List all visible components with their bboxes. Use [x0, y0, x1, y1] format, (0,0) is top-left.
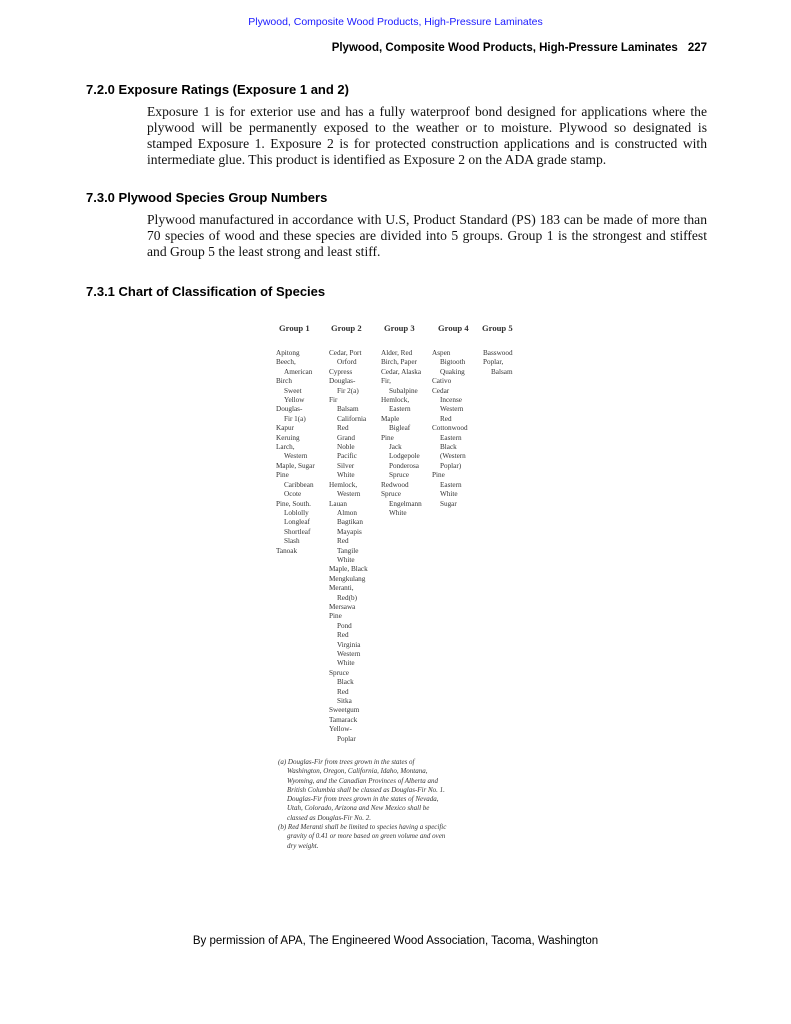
permission-credit: By permission of APA, The Engineered Wood Association, Tacoma, Washington [192, 935, 599, 947]
species-entry: Birch [276, 377, 292, 386]
group-5-species [483, 349, 513, 377]
species-entry: Fir 1(a) [284, 414, 306, 423]
species-entry: Yellow [284, 396, 305, 405]
species-entry: Cedar, Alaska [381, 367, 422, 376]
section-heading-species-groups: 7.3.0 Plywood Species Group Numbers [86, 190, 328, 205]
species-entry: Eastern [440, 480, 462, 489]
species-entry: Western [337, 650, 361, 658]
species-entry: Engelmann [389, 499, 422, 508]
chart-header-row [276, 323, 526, 345]
species-classification-chart [276, 323, 526, 743]
group-1-header: Group 1 [279, 323, 310, 333]
species-entry: Eastern [389, 405, 411, 414]
species-entry: Mersawa [329, 602, 356, 611]
species-entry: Spruce [329, 668, 349, 677]
species-entry: Orford [337, 358, 357, 367]
species-entry: White [337, 555, 355, 564]
group-1-species [276, 349, 315, 556]
species-entry: Meranti, [329, 584, 354, 593]
species-entry: Keruing [276, 433, 300, 442]
species-entry: Western [284, 452, 308, 461]
species-entry: Fir 2(a) [337, 386, 359, 395]
species-entry: Pine [381, 433, 394, 442]
species-entry: Balsam [491, 367, 513, 376]
species-entry: Cypress [329, 367, 353, 376]
species-entry: Pond [337, 621, 352, 630]
species-entry: Sugar [440, 499, 457, 508]
species-entry: Black [337, 678, 354, 687]
chart-footnotes [278, 758, 448, 851]
species-entry: Ocote [284, 490, 302, 499]
species-entry: Red [337, 424, 349, 433]
species-entry: Tanoak [276, 546, 298, 555]
species-entry: White [337, 471, 355, 480]
species-entry: Sweet [284, 386, 302, 395]
species-entry: Maple [381, 414, 400, 423]
species-entry: White [389, 508, 407, 517]
species-entry: Douglas- [329, 377, 356, 386]
group-4-species [432, 349, 468, 509]
species-entry: Black [440, 443, 457, 452]
species-entry: Red [337, 537, 349, 546]
species-entry: Alder, Red [381, 349, 413, 357]
species-entry: Poplar [337, 734, 356, 743]
group-4-header: Group 4 [438, 323, 469, 333]
species-entry: Spruce [381, 490, 401, 499]
species-entry: Ponderosa [389, 461, 419, 470]
species-entry: White [440, 490, 458, 499]
species-entry: Maple, Black [329, 565, 368, 574]
species-entry: Incense [440, 396, 462, 405]
species-entry: Pine [329, 612, 342, 621]
species-entry: Lauan [329, 499, 347, 508]
species-entry: Tamarack [329, 715, 358, 724]
species-entry: Loblolly [284, 508, 309, 517]
species-entry: Red [337, 687, 349, 696]
species-entry: Virginia [337, 640, 361, 649]
species-entry: Pine [276, 471, 289, 480]
species-entry: Grand [337, 433, 355, 442]
species-entry: Noble [337, 443, 355, 452]
top-link[interactable]: Plywood, Composite Wood Products, High-Pressure Laminates [248, 16, 543, 28]
species-entry: Maple, Sugar [276, 461, 315, 470]
species-entry: Lodgepole [389, 452, 420, 461]
section-text-exposure-ratings: Exposure 1 is for exterior use and has a fully waterproof bond designed for applications where the plywood will be permanently exposed to the weather or to moisture. Plywood so designated is stamped Exposure 1. Exposure 2 is for protected construction applications and is constructed with intermediate glue. This product is identified as Exposure 2 on the ADA grade stamp. [147, 104, 707, 167]
species-entry: Western [440, 405, 464, 414]
species-entry: Red(b) [337, 593, 357, 602]
species-entry: Shortleaf [284, 527, 311, 536]
species-entry: Cedar [432, 386, 450, 395]
species-entry: Longleaf [284, 518, 310, 527]
species-entry: Fir [329, 396, 338, 405]
species-entry: American [284, 367, 313, 376]
species-entry: Kapur [276, 424, 294, 433]
species-entry: Aspen [432, 349, 451, 357]
species-entry: Sweetgum [329, 706, 360, 715]
species-entry: Western [337, 490, 361, 499]
group-3-species [381, 349, 422, 518]
species-entry: White [337, 659, 355, 668]
species-entry: Hemlock, [381, 396, 410, 405]
species-entry: Mayapis [337, 527, 362, 536]
species-entry: Red [337, 631, 349, 640]
species-entry: Cedar, Port [329, 349, 362, 357]
species-entry: Sitka [337, 697, 352, 706]
species-entry: Poplar) [440, 461, 462, 470]
species-entry: Larch, [276, 443, 295, 452]
group-2-header: Group 2 [331, 323, 362, 333]
running-head [332, 42, 707, 54]
species-entry: Apitong [276, 349, 300, 357]
section-heading-species-chart: 7.3.1 Chart of Classification of Species [86, 284, 326, 299]
species-entry: Redwood [381, 480, 409, 489]
group-2-species [329, 349, 368, 744]
species-entry: Douglas- [276, 405, 303, 414]
species-entry: Fir, [381, 377, 391, 386]
page-number: 227 [687, 42, 707, 54]
species-entry: California [337, 414, 367, 423]
species-entry: Eastern [440, 433, 462, 442]
species-entry: Jack [389, 443, 402, 452]
species-entry: Birch, Paper [381, 358, 417, 367]
species-entry: Beech, [276, 358, 296, 367]
species-entry: Yellow- [329, 725, 352, 734]
section-heading-exposure-ratings: 7.2.0 Exposure Ratings (Exposure 1 and 2) [86, 82, 349, 97]
species-entry: Spruce [389, 471, 409, 480]
species-entry: Mengkulang [329, 574, 366, 583]
species-entry: Balsam [337, 405, 359, 414]
species-entry: Red [440, 414, 452, 423]
species-entry: Cottonwood [432, 424, 468, 433]
species-entry: Poplar, [483, 358, 504, 367]
species-entry: Silver [337, 461, 355, 470]
footnote-a: (a) Douglas-Fir from trees grown in the states of Washington, Oregon, California, Idaho, Montana, Wyoming, and the Canadian Provinces of Alberta and British Columbia shall be classed as Douglas-Fir No. 1. Douglas-Fir from trees grown in the states of Nevada, Utah, Colorado, Arizona and New Mexico shall be classed as Douglas-Fir No. 2. [278, 758, 445, 822]
species-entry: Cativo [432, 377, 452, 386]
species-entry: Basswood [483, 349, 513, 357]
footnote-b: (b) Red Meranti shall be limited to species having a specific gravity of 0.41 or more based on green volume and oven dry weight. [278, 823, 447, 850]
species-entry: Subalpine [389, 386, 418, 395]
section-text-species-groups: Plywood manufactured in accordance with U.S, Product Standard (PS) 183 can be made of more than 70 species of wood and these species are divided into 5 groups. Group 1 is the strongest and stiffest and Group 5 the least strong and least stiff. [147, 212, 707, 259]
species-entry: Hemlock, [329, 480, 358, 489]
species-entry: Pacific [337, 452, 357, 461]
species-entry: (Western [440, 452, 466, 461]
species-entry: Quaking [440, 367, 465, 376]
group-5-header: Group 5 [482, 323, 513, 333]
species-entry: Pine, South. [276, 499, 311, 508]
group-3-header: Group 3 [384, 323, 415, 333]
species-entry: Bigleaf [389, 424, 411, 433]
species-entry: Slash [284, 537, 300, 546]
species-entry: Pine [432, 471, 445, 480]
species-entry: Caribbean [284, 480, 314, 489]
species-entry: Bigtooth [440, 358, 466, 367]
species-entry: Tangile [337, 546, 359, 555]
species-entry: Almon [337, 508, 357, 517]
running-head-title: Plywood, Composite Wood Products, High-Pressure Laminates [331, 42, 678, 54]
species-entry: Bagtikan [337, 518, 363, 527]
